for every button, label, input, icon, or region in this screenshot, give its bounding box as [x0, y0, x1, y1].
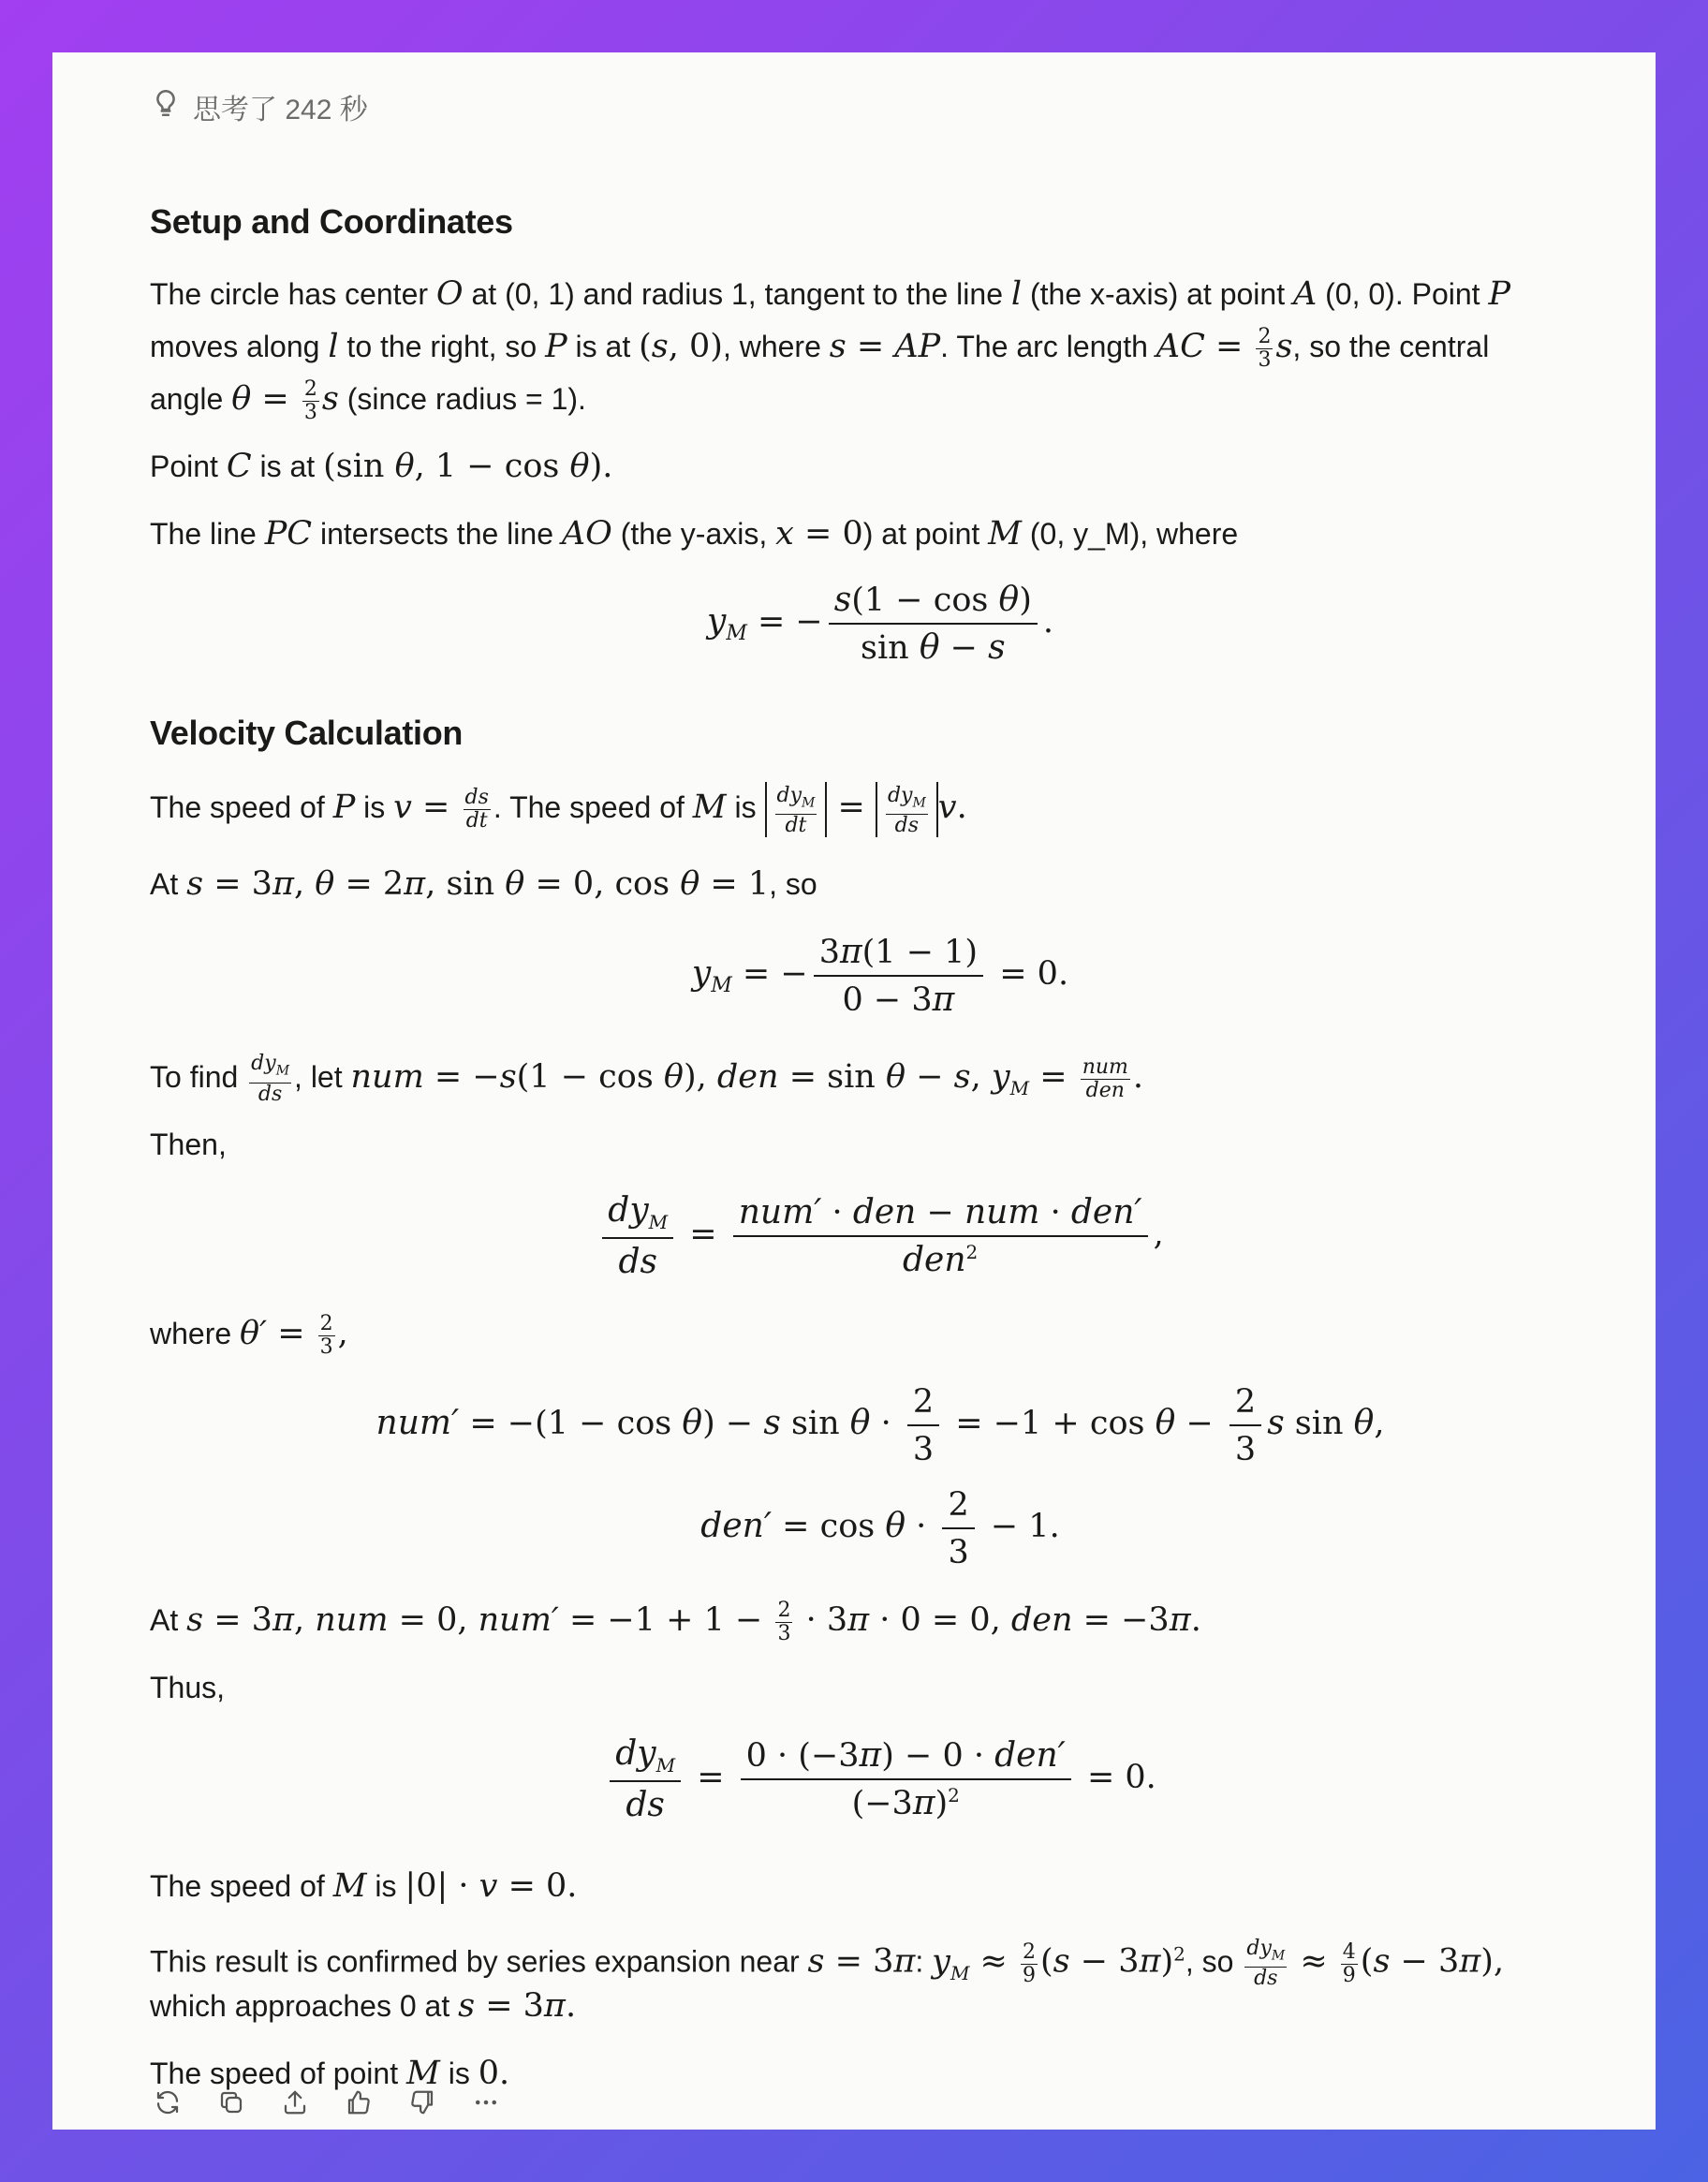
paragraph-series-1: This result is confirmed by series expansion near s = 3π: $y_M$ ≈ $\frac{2}{9}$ $(s - 3\pi)^2$, so $\frac{dy_M}{ds}$ ≈ $\frac{4}{9}$ (s − 3π), — [150, 1937, 1505, 1991]
equation-num-prime: num′ = −(1 − cos θ) − s sin θ · $\frac{2}{3}$ = −1 + cos θ − $\frac{2}{3}$ s sin θ, — [375, 1383, 1385, 1468]
refresh-icon[interactable] — [150, 2085, 185, 2120]
equation-quotient-rule: $\frac{dy_M}{ds}$ = $\frac{\text{num′ · den − num · den′}}{den^2}$ , — [150, 1191, 1611, 1281]
paragraph-at-s: At s = 3π, θ = 2π, sin θ = 0, cos θ = 1, so — [150, 865, 817, 903]
paragraph-series-2: which approaches 0 at s = 3π. — [150, 1987, 577, 2025]
copy-icon[interactable] — [214, 2085, 249, 2120]
paragraph-final: The speed of point M is 0. — [150, 2055, 510, 2092]
paragraph-to-find: To find $\frac{dy_M}{ds}$ , let num = −s(1 − cos θ), den = sin θ − s, $y_M$ = $\frac{\text{num}}{\text{den}}$ . — [150, 1052, 1144, 1106]
equation-den-prime: den′ = cos θ · $\frac{2}{3}$ − 1. — [700, 1486, 1060, 1571]
paragraph-speed-m: The speed of M is |0| · v = 0. — [150, 1867, 578, 1905]
paragraph-at-values: At s = 3π, num = 0, num′ = −1 + 1 − $\frac{2}{3}$ · 3π · 0 = 0, den = −3π. — [150, 1599, 1201, 1646]
equation-ym: $y_M$ = − $\frac{\text{s(1 − cos θ)}}{\text{sin θ − s}}$ . — [706, 581, 1053, 667]
paragraph-speed: The speed of P is v = $\frac{ds}{dt}$ . The speed of M is $\frac{dy_M}{dt}$ = $\frac{dy_M}{ds}$ v. — [150, 783, 967, 837]
thumbs-down-icon[interactable] — [405, 2085, 440, 2120]
thought-summary[interactable] — [150, 86, 368, 127]
section-title-setup: Setup and Coordinates — [150, 202, 513, 241]
thumbs-up-icon[interactable] — [341, 2085, 376, 2120]
equation-ym-zero: $y_M$ = − $\frac{3\pi(1 - 1)}{0 - 3\pi}$ = 0. — [691, 933, 1069, 1019]
paragraph-line-pc: The line PC intersects the line AO (the y-axis, x = 0) at point M (0, y_M), where — [150, 515, 1239, 553]
lightbulb-icon — [150, 87, 182, 126]
paragraph-setup-3: angle θ = $\frac{2}{3}$ s (since radius = 1). — [150, 377, 586, 425]
more-icon[interactable] — [468, 2085, 504, 2120]
paragraph-point-c: Point C is at (sin θ, 1 − cos θ). — [150, 448, 613, 485]
paragraph-then: Then, — [150, 1128, 227, 1161]
share-icon[interactable] — [277, 2085, 313, 2120]
section-title-velocity: Velocity Calculation — [150, 714, 464, 752]
paragraph-setup-1: The circle has center O at (0, 1) and radius 1, tangent to the line l (the x-axis) at point A (0, 0). Point P — [150, 275, 1510, 313]
paragraph-where: where θ′ = $\frac{2}{3}$ , — [150, 1312, 348, 1360]
equation-derivative-zero: $\frac{dy_M}{ds}$ = $\frac{\text{0 · (−3π) − 0 · den′}}{(-3\pi)^2}$ = 0. — [150, 1734, 1611, 1824]
paragraph-thus: Thus, — [150, 1671, 226, 1704]
message-toolbar — [150, 2085, 504, 2120]
thought-label: 思考了 242 秒 — [193, 95, 368, 125]
message-card — [52, 52, 1656, 2130]
paragraph-setup-2: moves along l to the right, so P is at (s, 0), where s = AP. The arc length AC = $\frac{2}{3}$ s, so the central — [150, 325, 1490, 373]
